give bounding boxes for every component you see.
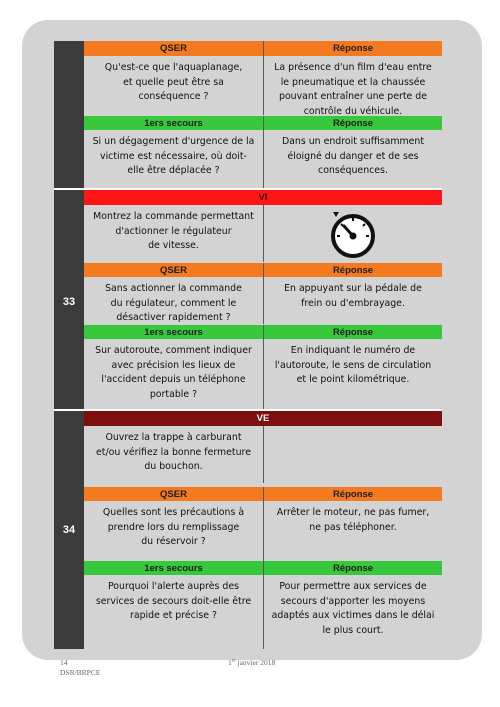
text-line: Pour permettre aux services de [279,581,427,592]
check-row [84,426,442,483]
text-line: contrôle du véhicule. [303,105,403,117]
text-line: le pneumatique et la chaussée [280,76,426,88]
text-line: l'autoroute, le sens de circulation [274,359,432,371]
qser-question [84,56,263,115]
text-line: Si un dégagement d'urgence de la [92,136,255,147]
check-row [84,205,442,262]
text-line: éloigné du danger et de ses [287,150,419,162]
qser-answer [263,501,442,561]
qser-header-row [84,487,442,501]
qser-row [84,501,442,561]
secours-header: 1ers secours [144,562,203,574]
text-line: adaptés aux victimes dans le délai [271,610,435,621]
secours-row [84,130,442,188]
check-instruction [84,205,263,262]
text-line: victime est nécessaire, où doit- [100,150,247,162]
date-day: 1 [228,658,232,667]
speedometer-icon [327,208,379,260]
vi-header-row [84,190,442,205]
qser-header: QSER [160,43,187,54]
reponse-header: Réponse [263,41,442,56]
qser-header-row [84,41,442,56]
text-line: Sans actionner la commande [105,283,242,294]
text-line: Montrez la commande permettant [93,211,254,222]
text-line: services de secours doit-elle être [95,595,252,607]
secours-question [84,339,263,409]
vi-title: VI [258,192,268,203]
text-line: le plus court. [322,624,384,636]
text-line: avec précision les lieux de [111,359,236,371]
secours-answer [263,339,442,409]
text-line: secours d'apporter les moyens [280,595,426,607]
organization: DSR/BRPCE [60,668,101,677]
secours-answer [263,575,442,649]
footer-date [228,658,275,667]
check-illustration-empty [263,426,442,483]
qser-question [84,277,263,324]
text-line: de vitesse. [148,240,199,251]
secours-row [84,575,442,649]
text-line: elle être déplacée ? [127,165,220,176]
text-line: pouvant entraîner une perte de [279,91,427,102]
text-line: du bouchon. [144,461,203,472]
secours-header-row [84,116,442,130]
qser-question [84,501,263,561]
secours-question [84,130,263,188]
text-line: En indiquant le numéro de [290,345,416,356]
check-illustration [263,205,442,262]
page-number: 14 [60,658,68,667]
text-line: Sur autoroute, comment indiquer [95,345,252,356]
secours-header: 1ers secours [144,117,203,129]
secours-header: 1ers secours [144,326,203,338]
qser-answer [263,56,442,115]
text-line: et/ou vérifiez la bonne fermeture [96,446,251,458]
text-line: conséquence ? [138,91,209,102]
section-divider [54,409,84,411]
text-line: Qu'est-ce que l'aquaplanage, [104,62,243,73]
check-instruction [84,426,263,483]
date-superscript: er [231,658,236,664]
text-line: l'accident depuis un téléphone [101,374,246,385]
section-divider [54,188,84,190]
text-line: frein ou d'embrayage. [301,297,405,309]
ve-header-row [84,411,442,426]
qser-answer [263,277,442,324]
secours-question [84,575,263,649]
text-line: Arrêter le moteur, ne pas fumer, [276,507,430,518]
section-number-34: 34 [62,524,76,536]
text-line: et quelle peut être sa [123,76,224,88]
text-line: Quelles sont les précautions à [102,507,245,518]
reponse-header: Réponse [263,487,442,501]
secours-header-row [84,561,442,575]
sidebar [54,41,84,649]
section-number-33: 33 [62,296,76,308]
ve-title: VE [256,413,270,424]
text-line: Dans un endroit suffisamment [281,136,425,147]
date-rest: janvier 2018 [235,658,276,667]
text-line: désactiver rapidement ? [116,312,231,323]
text-line: Ouvrez la trappe à carburant [105,432,242,443]
reponse-header: Réponse [263,263,442,277]
qser-header-row [84,263,442,277]
reponse-header: Réponse [263,116,442,130]
text-line: d'actionner le régulateur [115,225,232,237]
text-line: conséquences. [318,165,388,176]
secours-row [84,339,442,409]
text-line: rapide et précise ? [129,610,217,621]
question-grid [84,41,442,649]
secours-answer [263,130,442,188]
secours-header-row [84,325,442,339]
qser-row [84,277,442,324]
reponse-header: Réponse [263,561,442,575]
text-line: En appuyant sur la pédale de [284,283,422,294]
text-line: La présence d'un film d'eau entre [274,62,432,73]
text-line: Pourquoi l'alerte auprès des [107,581,239,592]
reponse-header: Réponse [263,325,442,339]
qser-header: QSER [160,264,187,276]
text-line: et le point kilométrique. [296,374,410,385]
qser-row [84,56,442,115]
text-line: ne pas téléphoner. [309,521,397,533]
text-line: du régulateur, comment le [110,297,237,309]
text-line: prendre lors du remplissage [107,521,240,533]
text-line: du réservoir ? [141,536,206,547]
qser-header: QSER [160,488,187,500]
text-line: portable ? [149,388,198,400]
